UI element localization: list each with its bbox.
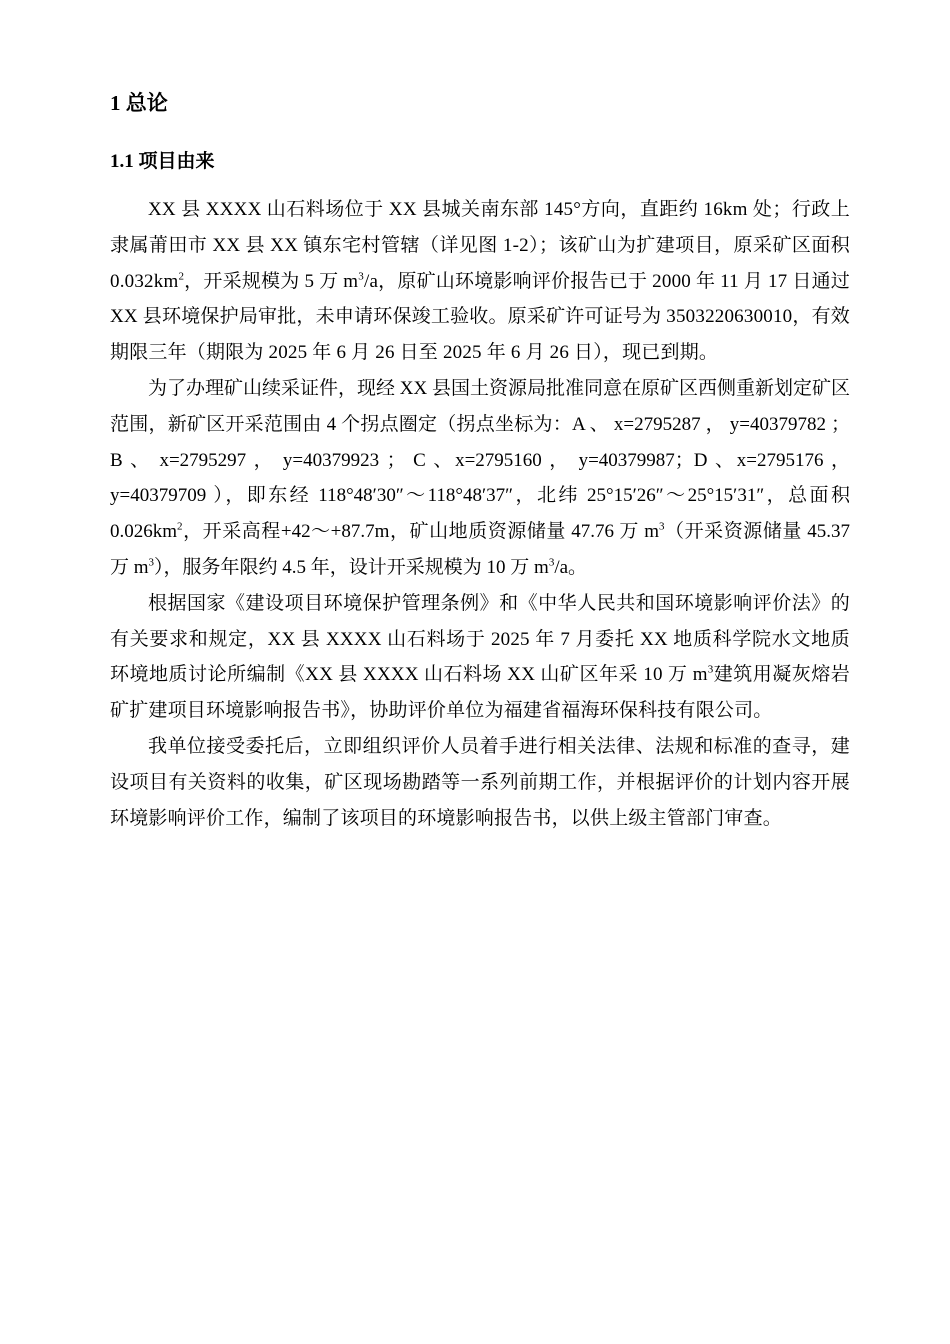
chapter-title: 1 总论 — [110, 91, 168, 115]
superscript: 3 — [148, 556, 155, 569]
superscript: 3 — [358, 270, 364, 283]
paragraph-text: （开采资源储量 45.37 万 m — [110, 521, 850, 578]
paragraph-text: 建筑用凝灰熔岩矿扩建项目环境影响报告书》，协助评价单位为福建省福海环保科技有限公司。 — [110, 664, 850, 722]
paragraph-text: ），服务年限约 4.5 年，设计开采规模为 10 万 m — [154, 556, 549, 578]
superscript: 2 — [178, 270, 185, 283]
paragraph-mining-area — [110, 371, 850, 586]
paragraph-text: XX 县 XXXX 山石料场位于 XX 县城关南东部 145°方向，直距约 16km 处；行政上隶属莆田市 XX 县 XX 镇东宅村管辖（详见图 1-2）；该矿山为扩建项目，原采矿区面积 0.032km — [110, 199, 850, 292]
paragraph-text: ，开采高程+42～+87.7m，矿山地质资源储量 47.76 万 m — [182, 521, 659, 543]
paragraph-text: 为了办理矿山续采证件，现经 XX 县国土资源局批准同意在原矿区西侧重新划定矿区范围，新矿区开采范围由 4 个拐点圈定（拐点坐标为：A 、 x=2795287 ， y=40379782 ； B 、 x=2795297 ， y=40379923 ； C 、x=2795160 ， y=40379987；D 、x=2795176 ， y=40379709 ），即东经 118°48′30″～118°48′37″，北纬 25°15′26″～25°15′31″，总面积 0.026km — [110, 377, 850, 543]
document-body — [110, 88, 850, 836]
superscript: 2 — [177, 520, 183, 533]
paragraph-regulations — [110, 586, 850, 729]
paragraph-text: 根据国家《建设项目环境保护管理条例》和《中华人民共和国环境影响评价法》的有关要求和规定，XX 县 XXXX 山石料场于 2025 年 7 月委托 XX 地质科学院水文地质环境地质讨论所编制《XX 县 XXXX 山石料场 XX 山矿区年采 10 万 m — [110, 592, 850, 686]
section-title: 1.1 项目由来 — [110, 151, 215, 172]
paragraph-text: /a，原矿山环境影响评价报告已于 2000 年 11 月 17 日通过 XX 县环境保护局审批，未申请环保竣工验收。原采矿许可证号为 3503220630010，有效期限三年（期限为 2025 年 6 月 26 日至 2025 年 6 月 26 日），现已到期。 — [110, 270, 850, 364]
paragraph-text: /a。 — [554, 556, 588, 578]
paragraph-text: 我单位接受委托后，立即组织评价人员着手进行相关法律、法规和标准的查寻，建设项目有关资料的收集，矿区现场勘踏等一系列前期工作，并根据评价的计划内容开展环境影响评价工作，编制了该项目的环境影响报告书，以供上级主管部门审查。 — [110, 735, 850, 829]
paragraph-text: ，开采规模为 5 万 m — [184, 270, 359, 292]
paragraph-project-location — [110, 192, 850, 371]
superscript: 3 — [658, 520, 665, 533]
paragraph-assessment-work — [110, 729, 850, 836]
superscript: 3 — [548, 556, 555, 569]
superscript: 3 — [707, 664, 714, 677]
